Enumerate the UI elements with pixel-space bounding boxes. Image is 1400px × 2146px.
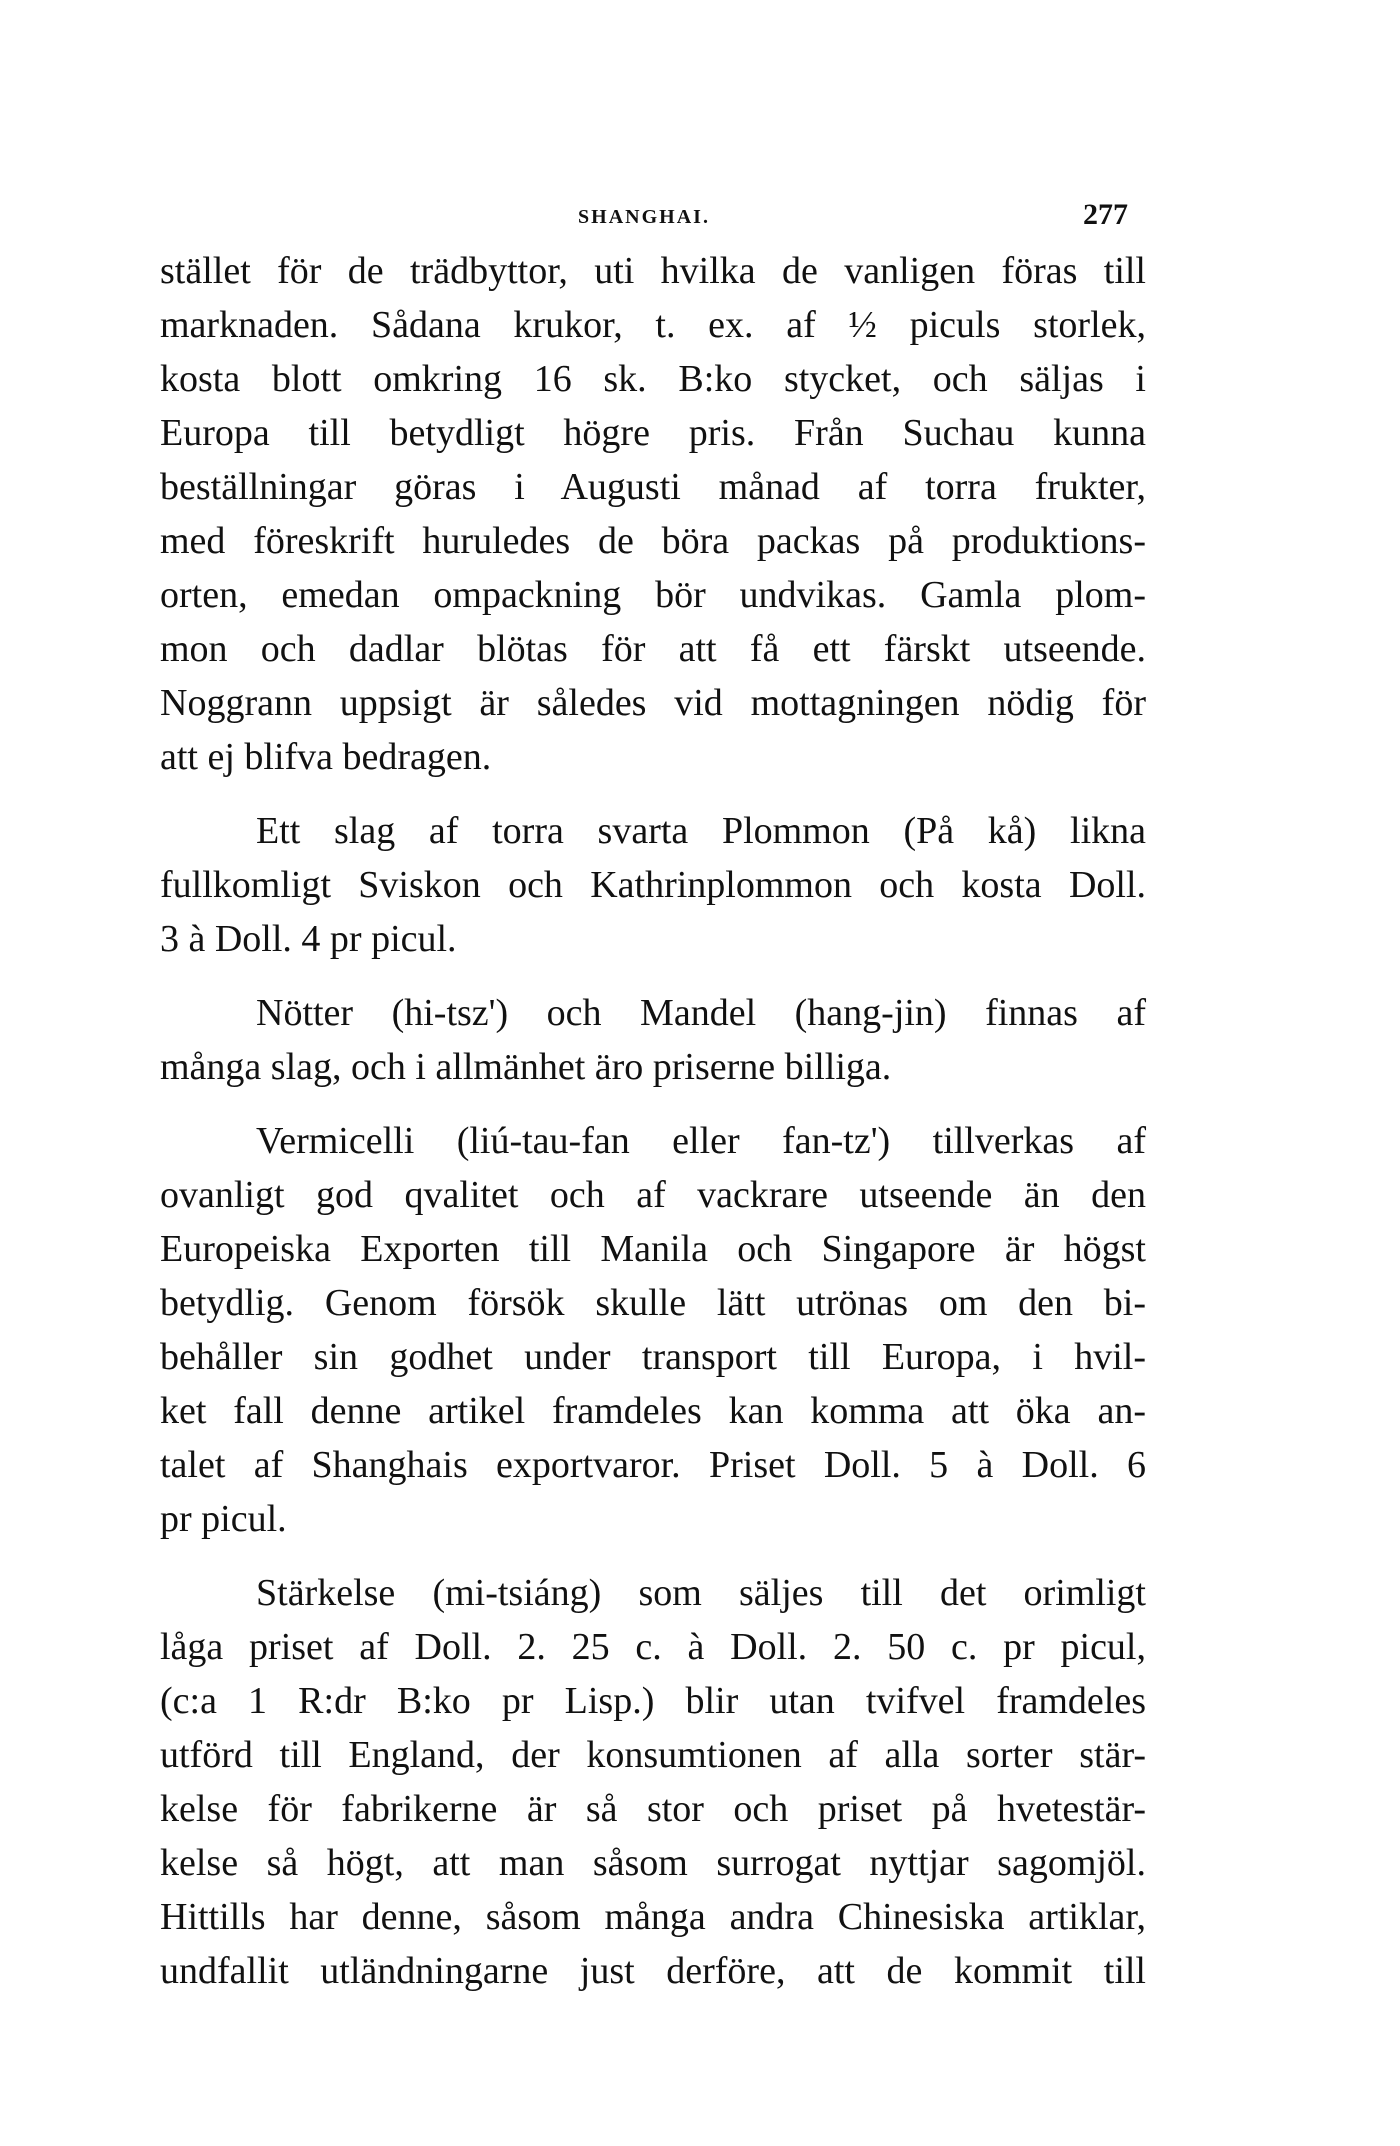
text-line: Ett slag af torra svarta Plommon (På kå) likna bbox=[256, 810, 1146, 852]
text-line: att ej blifva bedragen. bbox=[160, 736, 492, 778]
text-line: med föreskrift huruledes de böra packas på produktions- bbox=[160, 520, 1146, 562]
text-line: Europa till betydligt högre pris. Från Suchau kunna bbox=[160, 412, 1146, 454]
text-line: kelse så högt, att man såsom surrogat nyttjar sagomjöl. bbox=[160, 1842, 1146, 1884]
running-head bbox=[160, 198, 1128, 238]
text-line: kelse för fabrikerne är så stor och priset på hvetestär- bbox=[160, 1788, 1146, 1830]
text-line: låga priset af Doll. 2. 25 c. à Doll. 2. 50 c. pr picul, bbox=[160, 1626, 1146, 1668]
text-line: kosta blott omkring 16 sk. B:ko stycket, och säljas i bbox=[160, 358, 1146, 400]
paragraph bbox=[160, 1114, 1146, 1546]
text-line: stället för de trädbyttor, uti hvilka de vanligen föras till bbox=[160, 250, 1146, 292]
text-line: orten, emedan ompackning bör undvikas. Gamla plom- bbox=[160, 574, 1146, 616]
text-line: Nötter (hi-tsz') och Mandel (hang-jin) finnas af bbox=[256, 992, 1146, 1034]
text-line: Europeiska Exporten till Manila och Singapore är högst bbox=[160, 1228, 1146, 1270]
page-number: 277 bbox=[1083, 198, 1128, 231]
text-line: utförd till England, der konsumtionen af alla sorter stär- bbox=[160, 1734, 1146, 1776]
text-line: många slag, och i allmänhet äro priserne billiga. bbox=[160, 1046, 892, 1088]
body-text bbox=[160, 244, 1146, 1998]
paragraph bbox=[160, 804, 1146, 966]
text-line: fullkomligt Sviskon och Kathrinplommon och kosta Doll. bbox=[160, 864, 1146, 906]
text-line: 3 à Doll. 4 pr picul. bbox=[160, 918, 457, 960]
text-line: Stärkelse (mi-tsiáng) som säljes till det orimligt bbox=[256, 1572, 1146, 1614]
text-line: Noggrann uppsigt är således vid mottagningen nödig för bbox=[160, 682, 1146, 724]
text-line: ket fall denne artikel framdeles kan komma att öka an- bbox=[160, 1390, 1146, 1432]
text-line: (c:a 1 R:dr B:ko pr Lisp.) blir utan tvifvel framdeles bbox=[160, 1680, 1146, 1722]
text-line: Vermicelli (liú-tau-fan eller fan-tz') tillverkas af bbox=[256, 1120, 1146, 1162]
text-line: ovanligt god qvalitet och af vackrare utseende än den bbox=[160, 1174, 1146, 1216]
text-line: marknaden. Sådana krukor, t. ex. af ½ piculs storlek, bbox=[160, 304, 1146, 346]
text-line: talet af Shanghais exportvaror. Priset Doll. 5 à Doll. 6 bbox=[160, 1444, 1146, 1486]
text-line: pr picul. bbox=[160, 1498, 287, 1540]
text-line: Hittills har denne, såsom många andra Chinesiska artiklar, bbox=[160, 1896, 1146, 1938]
paragraph bbox=[160, 244, 1146, 784]
text-line: beställningar göras i Augusti månad af torra frukter, bbox=[160, 466, 1146, 508]
text-line: behåller sin godhet under transport till Europa, i hvil- bbox=[160, 1336, 1146, 1378]
paragraph bbox=[160, 986, 1146, 1094]
running-head-title: SHANGHAI. bbox=[578, 206, 710, 228]
text-line: betydlig. Genom försök skulle lätt utrönas om den bi- bbox=[160, 1282, 1146, 1324]
text-line: mon och dadlar blötas för att få ett färskt utseende. bbox=[160, 628, 1146, 670]
text-line: undfallit utländningarne just derföre, att de kommit till bbox=[160, 1950, 1146, 1992]
paragraph bbox=[160, 1566, 1146, 1998]
